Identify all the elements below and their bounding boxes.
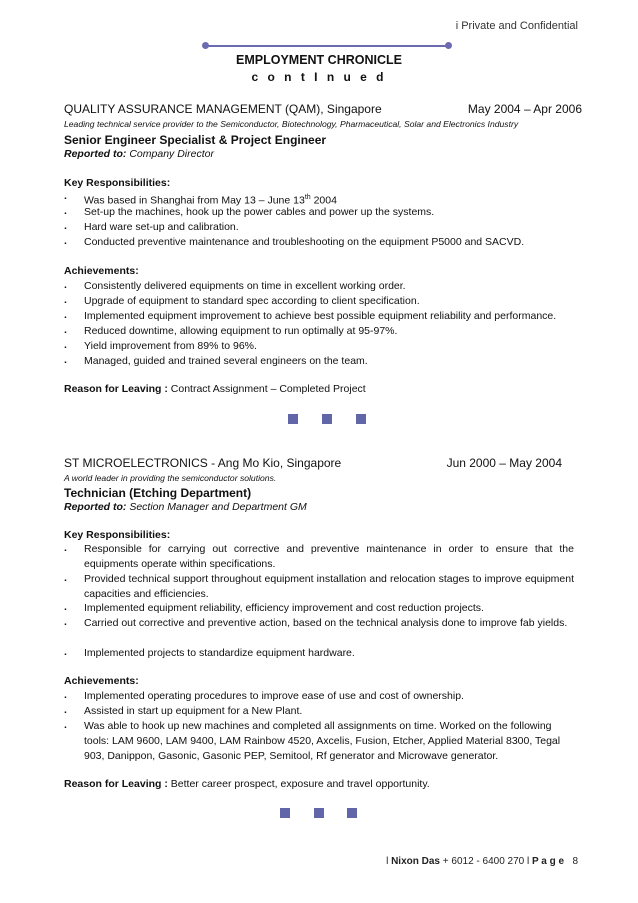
page-title: EMPLOYMENT CHRONICLE — [236, 53, 402, 67]
list-item: . Responsible for carrying out corrective and preventive maintenance in order to ensure that the equipments operate within specifications. — [64, 542, 574, 570]
list-item: . Implemented projects to standardize equipment hardware. — [64, 646, 574, 661]
separator-square — [356, 414, 366, 424]
header-rule — [206, 45, 448, 47]
job-1-ach-3: Implemented equipment improvement to achieve best possible equipment reliability and performance. — [84, 310, 557, 322]
list-item: . Assisted in start up equipment for a New Plant. — [64, 704, 574, 719]
footer-page-number: 8 — [572, 856, 578, 867]
page-footer — [386, 856, 578, 867]
footer-separator: l — [386, 856, 389, 867]
footer-separator: l — [527, 856, 530, 867]
confidential-label: i Private and Confidential — [455, 20, 578, 32]
job-1-tagline: Leading technical service provider to the Semiconductor, Biotechnology, Pharmaceutical, Solar and Electronics Industry — [64, 119, 519, 129]
reason-label: Reason for Leaving : — [64, 383, 168, 395]
reported-label: Reported to: — [64, 501, 127, 513]
job-1-ach-5: Yield improvement from 89% to 96%. — [84, 340, 257, 352]
job-1-resp-4: Conducted preventive maintenance and troubleshooting on the equipment P5000 and SACVD. — [84, 236, 525, 248]
job-1-ach-4: Reduced downtime, allowing equipment to run optimally at 95-97%. — [84, 325, 398, 337]
job-2-resp-2: Provided technical support throughout equipment installation and relocation stages to improve equipment capacities and efficiencies. — [84, 573, 574, 600]
job-2-role: Technician (Etching Department) — [64, 486, 252, 500]
job-1-resp-2: Set-up the machines, hook up the power cables and power up the systems. — [84, 206, 435, 218]
job-2-dates: Jun 2000 – May 2004 — [446, 456, 562, 470]
job-2-company: ST MICROELECTRONICS - Ang Mo Kio, Singapore — [64, 456, 342, 470]
footer-phone: + 6012 - 6400 270 — [442, 856, 525, 867]
job-2-reported — [64, 501, 307, 513]
separator-square — [288, 414, 298, 424]
rule-right-dot — [445, 42, 452, 49]
job-2-resp-1: Responsible for carrying out corrective and preventive maintenance in order to ensure that the equipments operate within specifications. — [84, 543, 574, 570]
job-2-responsibilities-heading: Key Responsibilities: — [64, 529, 171, 541]
footer-name: Nixon Das — [391, 856, 440, 867]
job-2-resp-4: Carried out corrective and preventive action, based on the technical analysis done to improve fab yields. — [84, 617, 568, 629]
job-1-dates: May 2004 – Apr 2006 — [467, 102, 582, 116]
job-1-responsibilities-heading: Key Responsibilities: — [64, 177, 171, 189]
job-1-company: QUALITY ASSURANCE MANAGEMENT (QAM), Singapore — [64, 102, 382, 116]
separator-square — [322, 414, 332, 424]
job-2-tagline: A world leader in providing the semiconductor solutions. — [64, 473, 277, 483]
reason-text: Better career prospect, exposure and travel opportunity. — [170, 778, 430, 790]
job-2-resp-3: Implemented equipment reliability, efficiency improvement and cost reduction projects. — [84, 602, 484, 614]
list-item: . Hard ware set-up and calibration. — [64, 220, 574, 235]
list-item: . Was based in Shanghai from May 13 – June 13th 2004 — [64, 190, 574, 205]
list-item: . Implemented operating procedures to improve ease of use and cost of ownership. — [64, 689, 574, 704]
job-1-resp-1: Was based in Shanghai from May 13 – June 13th 2004 — [84, 194, 337, 207]
list-item: . Implemented equipment reliability, efficiency improvement and cost reduction projects. — [64, 601, 574, 616]
list-item: . Upgrade of equipment to standard spec according to client specification. — [64, 294, 574, 309]
list-item: . Consistently delivered equipments on time in excellent working order. — [64, 279, 574, 294]
list-item: . Conducted preventive maintenance and troubleshooting on the equipment P5000 and SACVD. — [64, 235, 574, 250]
footer-page-label: P a g e — [532, 856, 565, 867]
reason-text: Contract Assignment – Completed Project — [170, 383, 366, 395]
reason-label: Reason for Leaving : — [64, 778, 168, 790]
job-1-reported — [64, 148, 214, 160]
list-item: . Carried out corrective and preventive action, based on the technical analysis done to improve fab yields. — [64, 616, 574, 646]
reported-label: Reported to: — [64, 148, 127, 160]
separator-square — [280, 808, 290, 818]
job-1-ach-6: Managed, guided and trained several engineers on the team. — [84, 355, 368, 367]
job-2-ach-3: Was able to hook up new machines and completed all assignments on time. Worked on the following tools: LAM 9600, LAM 9400, LAM Rainbow 4520, Axcelis, Fusion, Etcher, Applied Material 8300, Tegal 903, Danippon, Gasonic, Gasonic PEP, Semitool, Rf generator and Microwave generator. — [84, 720, 561, 762]
page-subtitle: c o n t I n u e d — [251, 70, 387, 84]
list-item: . Provided technical support throughout equipment installation and relocation stages to improve equipment capacities and efficiencies. — [64, 572, 574, 600]
list-item: . Implemented equipment improvement to achieve best possible equipment reliability and performance. — [64, 309, 574, 324]
job-1-ach-2: Upgrade of equipment to standard spec according to client specification. — [84, 295, 420, 307]
list-item: . Yield improvement from 89% to 96%. — [64, 339, 574, 354]
list-item: . Set-up the machines, hook up the power cables and power up the systems. — [64, 205, 574, 220]
job-1-ach-1: Consistently delivered equipments on time in excellent working order. — [84, 280, 406, 292]
job-2-resp-5: Implemented projects to standardize equipment hardware. — [84, 647, 355, 659]
job-2-ach-1: Implemented operating procedures to improve ease of use and cost of ownership. — [84, 690, 464, 702]
job-2-reason — [64, 778, 430, 790]
job-1-reason — [64, 383, 366, 395]
job-2-ach-2: Assisted in start up equipment for a New Plant. — [84, 705, 303, 717]
job-1-achievements-heading: Achievements: — [64, 265, 139, 277]
separator-square — [347, 808, 357, 818]
list-item: . Was able to hook up new machines and completed all assignments on time. Worked on the following tools: LAM 9600, LAM 9400, LAM Rainbow 4520, Axcelis, Fusion, Etcher, Applied Material 8300, Tegal 903, Danippon, Gasonic, Gasonic PEP, Semitool, Rf generator and Microwave generator. — [64, 719, 574, 764]
rule-left-dot — [202, 42, 209, 49]
list-item: . Reduced downtime, allowing equipment to run optimally at 95-97%. — [64, 324, 574, 339]
job-1-resp-3: Hard ware set-up and calibration. — [84, 221, 239, 233]
reported-to: Section Manager and Department GM — [129, 501, 307, 513]
separator-square — [314, 808, 324, 818]
job-1-role: Senior Engineer Specialist & Project Engineer — [64, 133, 327, 147]
reported-to: Company Director — [129, 148, 214, 160]
job-2-achievements-heading: Achievements: — [64, 675, 139, 687]
list-item: . Managed, guided and trained several engineers on the team. — [64, 354, 574, 369]
